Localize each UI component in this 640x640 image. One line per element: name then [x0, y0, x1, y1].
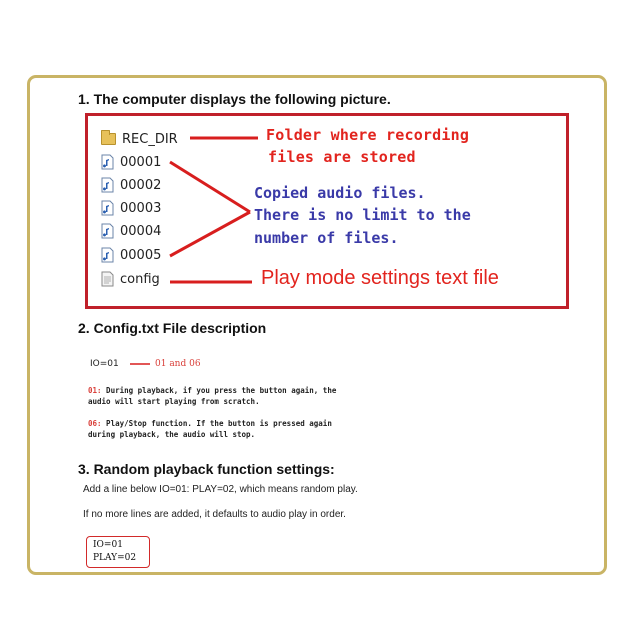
audio-note-line2: There is no limit to the [254, 206, 471, 224]
config-code-box [86, 536, 150, 568]
io-label: IO=01 [90, 359, 119, 369]
desc06-line1: Play/Stop function. If the button is pressed again [101, 419, 332, 428]
desc01-line1: During playback, if you press the button again, the [101, 386, 337, 395]
file-name: config [120, 271, 160, 287]
file-name: 00004 [120, 223, 162, 239]
desc06-line2: during playback, the audio will stop. [88, 430, 256, 439]
file-name: 00001 [120, 154, 162, 170]
desc-06 [88, 418, 332, 440]
desc06-code: 06: [88, 419, 102, 428]
section3-heading: 3. Random playback function settings: [78, 461, 335, 477]
file-name: 00005 [120, 247, 162, 263]
code-line2: PLAY=02 [93, 553, 137, 563]
folder-note-line1: Folder where recording [266, 126, 470, 144]
audio-note-line1: Copied audio files. [254, 184, 426, 202]
io-values: 01 and 06 [155, 359, 201, 369]
code-line1: IO=01 [93, 540, 123, 550]
section2-heading: 2. Config.txt File description [78, 320, 267, 336]
desc-01 [88, 385, 336, 407]
section3-text1: Add a line below IO=01: PLAY=02, which means random play. [83, 484, 358, 495]
file-name: 00002 [120, 177, 162, 193]
file-name: REC_DIR [122, 131, 178, 147]
audio-pointer-line-top [170, 162, 250, 212]
config-note: Play mode settings text file [261, 267, 499, 289]
folder-note-line2: files are stored [268, 148, 416, 166]
section3-text2: If no more lines are added, it defaults to audio play in order. [83, 509, 346, 520]
file-name: 00003 [120, 200, 162, 216]
audio-pointer-line-bottom [170, 212, 250, 256]
desc01-code: 01: [88, 386, 102, 395]
section1-heading: 1. The computer displays the following picture. [78, 91, 391, 107]
audio-note-line3: number of files. [254, 229, 399, 247]
desc01-line2: audio will start playing from scratch. [88, 397, 260, 406]
